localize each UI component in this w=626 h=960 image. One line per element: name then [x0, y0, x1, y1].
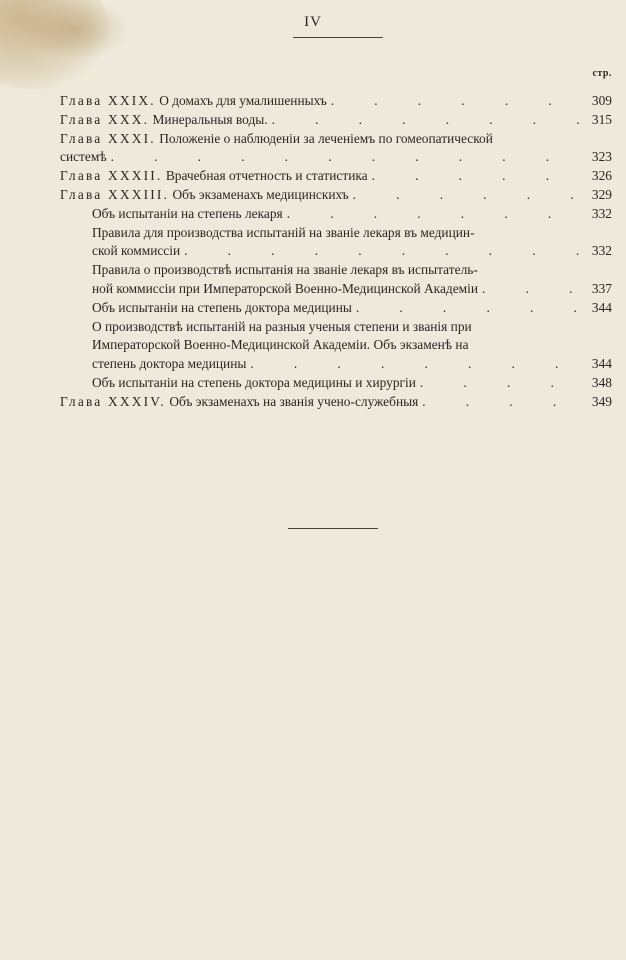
- entry-title: Правила для производства испытанiй на званiе лекаря въ медицин-: [92, 224, 475, 240]
- chapter-label: Глава XXIX.: [60, 93, 156, 108]
- toc-subentry: [60, 318, 612, 374]
- entry-title: О производствѣ испытанiй на разныя ученыя степени и званiя при: [92, 318, 472, 334]
- entry-title: Правила о производствѣ испытанiя на званiе лекаря въ испытатель-: [92, 262, 478, 278]
- chapter-label: Глава XXX.: [60, 111, 150, 127]
- chapter-label: Глава XXXIII.: [60, 186, 170, 202]
- page-ref: 337: [591, 280, 612, 296]
- toc-entry-chapter-31: [60, 130, 612, 168]
- page-ref: 329: [591, 186, 612, 202]
- entry-title-continued: ской коммиссiи: [92, 243, 181, 259]
- page-ref: 348: [591, 374, 612, 390]
- toc-subentry: [60, 205, 612, 224]
- page-ref: 323: [591, 149, 612, 165]
- page-ref: 315: [591, 111, 612, 127]
- entry-title: Объ экзаменахъ медицинскихъ: [172, 186, 349, 202]
- chapter-label: Глава XXXI.: [60, 130, 156, 146]
- chapter-label: Глава XXXIV.: [60, 393, 166, 409]
- table-of-contents: [60, 92, 612, 412]
- dot-leader: [272, 111, 580, 130]
- entry-title: Врачебная отчетность и статистика: [165, 168, 368, 184]
- dot-leader: [184, 242, 580, 261]
- entry-title: Минеральныя воды.: [152, 111, 268, 127]
- toc-subentry: [60, 299, 612, 318]
- page-ref: 309: [591, 93, 612, 108]
- toc-subentry: [60, 261, 612, 299]
- dot-leader: [420, 374, 580, 393]
- page-number: IV: [304, 14, 322, 30]
- entry-title: Объ экзаменахъ на званiя учено-служебныя: [169, 393, 419, 409]
- dot-leader: [353, 186, 580, 205]
- entry-title: О домахъ для умалишенныхъ: [159, 93, 327, 108]
- dot-leader: [250, 355, 580, 374]
- dot-leader: [331, 92, 580, 111]
- page-ref: 332: [591, 243, 612, 259]
- dot-leader: [287, 205, 580, 224]
- section-end-rule: [288, 528, 378, 529]
- entry-title: Положенiе о наблюденiи за леченiемъ по гомеопатической: [159, 130, 493, 146]
- dot-leader: [482, 280, 580, 299]
- dot-leader: [111, 148, 580, 167]
- page-ref: 344: [591, 356, 612, 372]
- chapter-label: Глава XXXII.: [60, 168, 163, 184]
- header-rule: [293, 37, 383, 38]
- dot-leader: [356, 299, 580, 318]
- toc-entry-chapter-33: [60, 186, 612, 205]
- page-ref: 326: [591, 168, 612, 184]
- page-ref: 332: [591, 205, 612, 221]
- toc-subentry: [60, 224, 612, 262]
- entry-title-continued: Императорской Военно-Медицинской Академiи. Объ экзаменѣ на: [92, 337, 469, 353]
- toc-entry-chapter-32: [60, 167, 612, 186]
- entry-title-continued: степень доктора медицины: [92, 356, 247, 372]
- page-ref: 349: [591, 393, 612, 409]
- entry-title-continued: ной коммиссiи при Императорской Военно-Медицинской Академiи: [92, 280, 479, 296]
- page-column-label: стр.: [592, 68, 612, 79]
- entry-title: Объ испытанiи на степень доктора медицины: [92, 299, 352, 315]
- toc-entry-chapter-34: [60, 393, 612, 412]
- dot-leader: [372, 167, 580, 186]
- entry-title: Объ испытанiи на степень лекаря: [92, 205, 283, 221]
- toc-subentry: [60, 374, 612, 393]
- dot-leader: [422, 393, 580, 412]
- page-ref: 344: [591, 299, 612, 315]
- toc-entry-chapter-30: [60, 111, 612, 130]
- entry-title: Объ испытанiи на степень доктора медицины и хирургiи: [92, 374, 416, 390]
- toc-entry-chapter-29: [60, 92, 612, 111]
- entry-title-continued: системѣ: [60, 149, 107, 165]
